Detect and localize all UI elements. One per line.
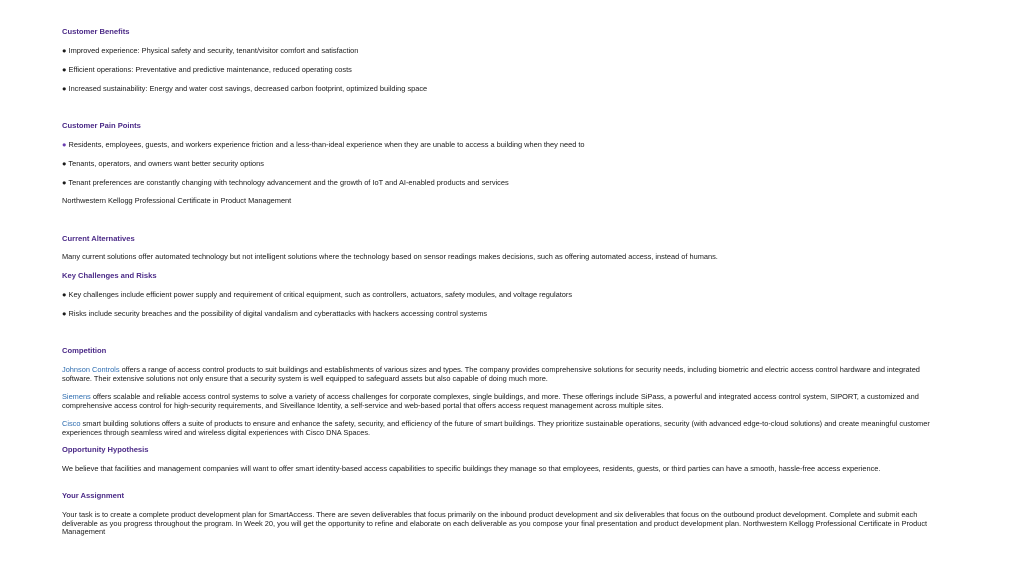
your-assignment-heading: Your Assignment: [62, 491, 125, 500]
certificate-footer-text: Northwestern Kellogg Professional Certificate in Product Management: [62, 196, 292, 205]
competitor-siemens: [62, 393, 932, 410]
competition-heading: Competition: [62, 346, 107, 355]
competitor-cisco: [62, 420, 932, 437]
siemens-description: offers scalable and reliable access control systems to solve a variety of access challenges for corporate complexes, single buildings, and more. These offerings include SiPass, a powerful and integrated access control system, SIPORT, a customized and comprehensive access control for high-security requirements, and Siveillance Identity, a self-service and web-based portal that offers access request management across multiple sites.: [62, 392, 919, 410]
competitor-johnson-controls: [62, 366, 932, 383]
current-alternatives-text: Many current solutions offer automated technology but not intelligent solutions where the technology based on sensor readings makes decisions, such as offering automated access, instead of humans.: [62, 252, 718, 261]
benefit-item-3: ● Increased sustainability: Energy and water cost savings, decreased carbon footprint, optimized building space: [62, 84, 428, 93]
siemens-link[interactable]: Siemens: [62, 392, 91, 401]
your-assignment-text: Your task is to create a complete product development plan for SmartAccess. There are seven deliverables that focus primarily on the inbound product development and six deliverables that focus on the outbound product development. Complete and submit each deliverable as you progress throughout the program. In Week 20, you will get the opportunity to refine and elaborate on each deliverable as you compose your final presentation and product development plan. Northwestern Kellogg Professional Certificate in Product Management: [62, 510, 928, 537]
opportunity-hypothesis-text: We believe that facilities and management companies will want to offer smart identity-based access capabilities to specific buildings they manage so that employees, residents, guests, or third parties can have a smooth, hassle-free access experience.: [62, 464, 881, 473]
benefit-item-2: ● Efficient operations: Preventative and predictive maintenance, reduced operating costs: [62, 65, 352, 74]
customer-benefits-heading: Customer Benefits: [62, 27, 130, 36]
cisco-description: smart building solutions offers a suite of products to ensure and enhance the safety, security, and efficiency of the future of smart buildings. They prioritize sustainable operations, security (with advanced edge-to-cloud solutions) and create meaningful customer experiences through seamless wired and wireless digital experiences with Cisco DNA Spaces.: [62, 419, 930, 437]
johnson-controls-description: offers a range of access control products to suit buildings and establishments of various sizes and types. The company provides comprehensive solutions for security needs, including biometric and electric access control hardware and integrated software. Their extensive solutions not only ensure that a security system is well equipped to safeguard assets but also capable of doing much more.: [62, 365, 920, 383]
pain-point-item-3: ● Tenant preferences are constantly changing with technology advancement and the growth of IoT and AI-enabled products and services: [62, 178, 509, 187]
johnson-controls-link[interactable]: Johnson Controls: [62, 365, 120, 374]
cisco-link[interactable]: Cisco: [62, 419, 81, 428]
pain-point-bullet: ●: [62, 140, 67, 149]
pain-point-item-1-text: Residents, employees, guests, and workers experience friction and a less-than-ideal experience when they are unable to access a building when they need to: [68, 140, 585, 149]
challenge-item-2: ● Risks include security breaches and the possibility of digital vandalism and cyberattacks with hackers accessing control systems: [62, 309, 488, 318]
key-challenges-heading: Key Challenges and Risks: [62, 271, 157, 280]
current-alternatives-heading: Current Alternatives: [62, 234, 135, 243]
challenge-item-1: ● Key challenges include efficient power supply and requirement of critical equipment, such as controllers, actuators, safety modules, and voltage regulators: [62, 290, 573, 299]
benefit-item-1: ● Improved experience: Physical safety and security, tenant/visitor comfort and satisfaction: [62, 46, 359, 55]
pain-points-heading: Customer Pain Points: [62, 121, 141, 130]
pain-point-item-1: [62, 141, 585, 150]
opportunity-hypothesis-heading: Opportunity Hypothesis: [62, 445, 149, 454]
pain-point-item-2: ● Tenants, operators, and owners want better security options: [62, 159, 264, 168]
document-page: [62, 0, 932, 576]
